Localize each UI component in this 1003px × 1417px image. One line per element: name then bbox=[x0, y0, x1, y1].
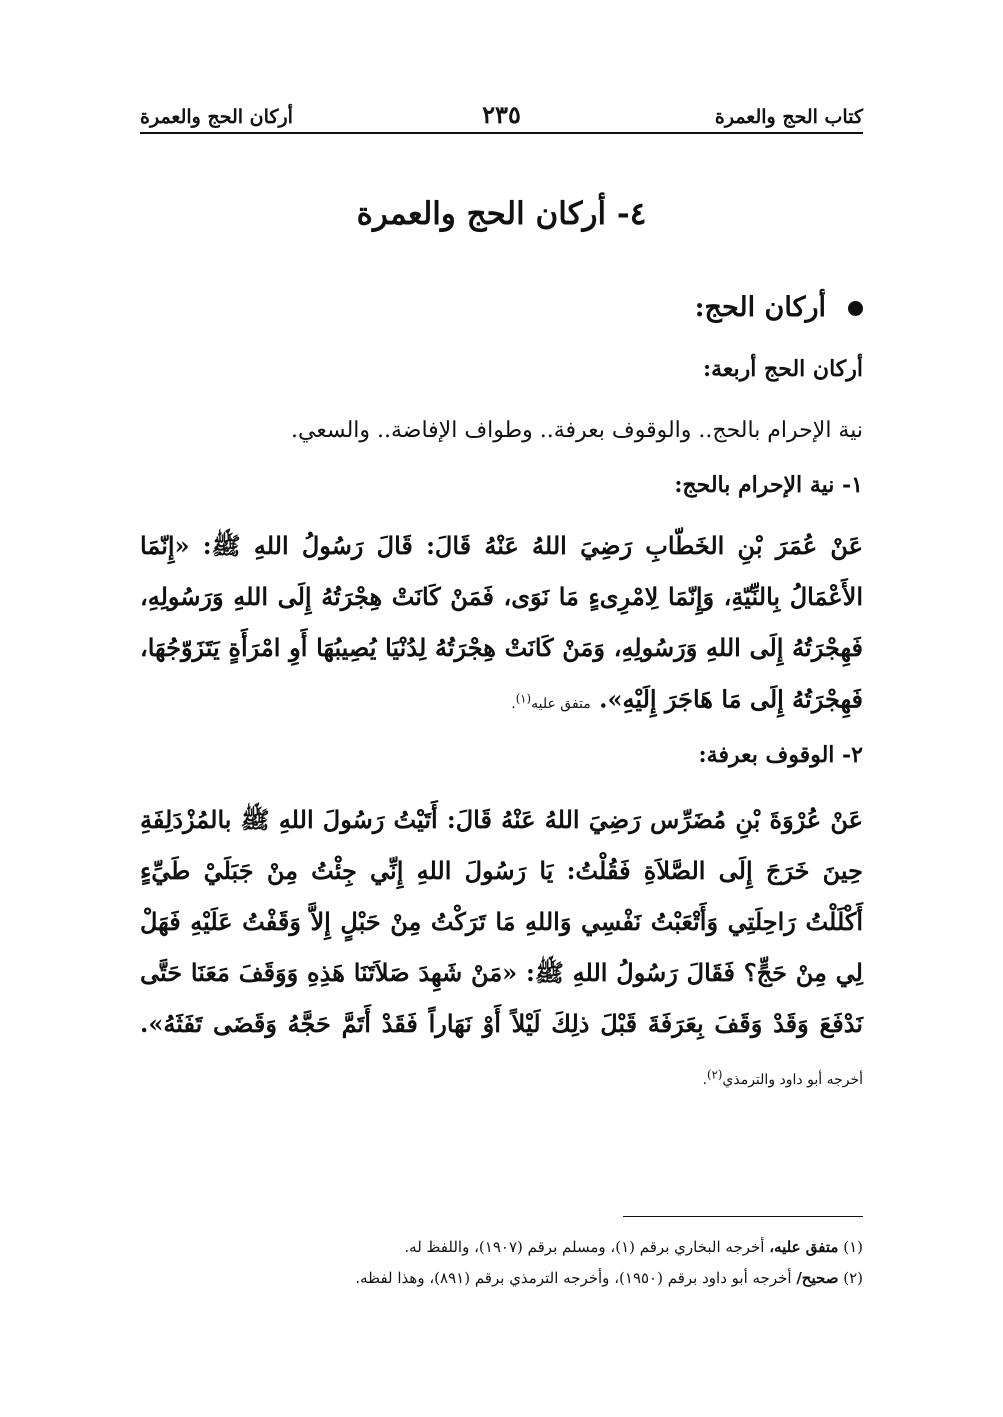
footnote-text: أخرجه البخاري برقم (١)، ومسلم برقم (١٩٠٧)، واللفظ له. bbox=[404, 1238, 765, 1256]
page-number: ٢٣٥ bbox=[482, 100, 521, 129]
bullet-heading bbox=[140, 292, 863, 323]
bullet-heading-text: أركان الحج: bbox=[694, 292, 826, 323]
footnote-item bbox=[140, 1263, 863, 1294]
footnote-text: أخرجه أبو داود برقم (١٩٥٠)، وأخرجه الترمذي برقم (٨٩١)، وهذا لفظه. bbox=[355, 1269, 792, 1287]
hadith-text-intention bbox=[140, 520, 863, 730]
footnote-lead: متفق عليه، bbox=[769, 1238, 839, 1256]
footnote-number: (٢) bbox=[843, 1269, 863, 1287]
chapter-title: ٤- أركان الحج والعمرة bbox=[356, 196, 647, 232]
header-book-title: كتاب الحج والعمرة bbox=[714, 106, 863, 128]
section-heading-arafah: ٢- الوقوف بعرفة: bbox=[698, 742, 863, 768]
header-divider bbox=[140, 132, 863, 134]
footnote-number: (١) bbox=[843, 1238, 863, 1256]
subheading: أركان الحج أربعة: bbox=[703, 356, 863, 382]
hadith-body: عَنْ عُمَرَ بْنِ الخَطّابِ رَضِيَ اللهُ عَنْهُ قَالَ: قَالَ رَسُولُ اللهِ ﷺ: «إِنّمَا الأَعْمَالُ بِالنِّيّةِ، وَإِنّمَا لِامْرِىءٍ مَا نَوَى، فَمَنْ كَانَتْ هِجْرَتُهُ إِلَى اللهِ وَرَسُولِهِ، فَهِجْرَتُهُ إِلَى اللهِ وَرَسُولِهِ، وَمَنْ كَانَتْ هِجْرَتُهُ لِدُنْيَا يُصِيبُهَا أَوِ امْرَأَةٍ يَتَزَوّجُهَا، فَهِجْرَتُهُ إِلَى مَا هَاجَرَ إِلَيْهِ». bbox=[140, 531, 863, 714]
bullet-icon bbox=[848, 301, 863, 316]
hadith-text-arafah bbox=[140, 794, 863, 1106]
section-heading-intention: ١- نية الإحرام بالحج: bbox=[674, 472, 863, 498]
hadith-body: عَنْ عُرْوَةَ بْنِ مُضَرِّس رَضِيَ اللهُ عَنْهُ قَالَ: أَتَيْتُ رَسُولَ اللهِ ﷺ بالمُزْدَلِفَةِ حِينَ خَرَجَ إِلَى الصَّلاَةِ فَقُلْتُ: يَا رَسُولَ اللهِ إِنِّي جِئْتُ مِنْ جَبَلَيْ طَيِّءٍ أَكْلَلْتُ رَاحِلَتِي وَأَتْعَبْتُ نَفْسِي وَاللهِ مَا تَرَكْتُ مِنْ حَبْلٍ إِلاَّ وَقَفْتُ عَلَيْهِ فَهَلْ لِي مِنْ حَجٍّ؟ فَقَالَ رَسُولُ اللهِ ﷺ: «مَنْ شَهِدَ صَلاَتَنَا هَذِهِ وَوَقَفَ مَعَنَا حَتَّى نَدْفَعَ وَقَدْ وَقَفَ بِعَرَفَةَ قَبْلَ ذلِكَ لَيْلاً أَوْ نَهَاراً فَقَدْ أَتَمَّ حَجَّهُ وَقَضَى تَفَثَهُ». bbox=[140, 805, 863, 1038]
footnote-marker: (١) bbox=[515, 691, 532, 705]
hadith-reference: أخرجه أبو داود والترمذي$^{(٢)}$. bbox=[702, 1067, 863, 1088]
footnotes bbox=[140, 1232, 863, 1294]
hadith-reference: متفق عليه$^{(١)}$. bbox=[511, 691, 591, 712]
footnote-item bbox=[140, 1232, 863, 1263]
header-section-title: أركان الحج والعمرة bbox=[140, 106, 293, 128]
footnote-marker: (٢) bbox=[707, 1067, 723, 1081]
footnote-lead: صحيح/ bbox=[796, 1269, 839, 1287]
footnote-divider bbox=[623, 1216, 863, 1217]
running-header bbox=[140, 100, 863, 130]
pillars-list: نية الإحرام بالحج.. والوقوف بعرفة.. وطواف الإفاضة.. والسعي. bbox=[291, 418, 863, 443]
